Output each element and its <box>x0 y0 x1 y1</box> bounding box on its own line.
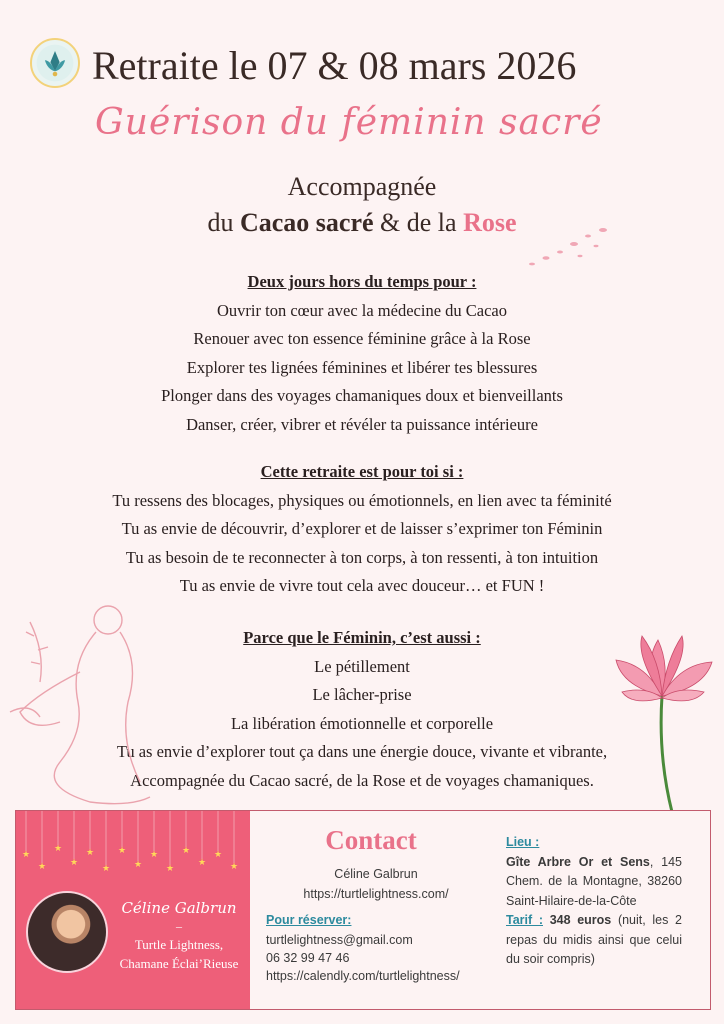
section-heading: Parce que le Féminin, c’est aussi : <box>243 628 481 647</box>
avatar <box>26 891 108 973</box>
website-link[interactable]: https://turtlelightness.com/ <box>303 887 449 901</box>
svg-text:★: ★ <box>165 864 175 874</box>
page-title: Retraite le 07 & 08 mars 2026 <box>92 43 577 88</box>
author-panel: ★ ★ ★ ★ ★ ★ ★ ★ ★ ★ ★ ★ ★ ★ Céline Galbrun – Turtle Lightness, Chamane Éclai’Rieuse <box>16 811 250 1009</box>
accompaniment-line-1: Accompagnée <box>287 172 437 201</box>
woman-line-art <box>0 592 170 812</box>
accompaniment-line-2: du Cacao sacré & de la Rose <box>207 208 517 237</box>
section-heading: Cette retraite est pour toi si : <box>260 462 464 481</box>
contact-footer <box>15 810 711 1010</box>
list-item: Danser, créer, vibrer et révéler ta puissance intérieure <box>186 414 538 434</box>
lieu-label: Lieu : <box>506 835 540 849</box>
lotus-flower <box>612 626 716 816</box>
list-item: Ouvrir ton cœur avec la médecine du Cacao <box>217 300 507 320</box>
subtitle: Guérison du féminin sacré <box>95 102 603 143</box>
location-block <box>506 833 682 970</box>
svg-text:★: ★ <box>133 860 143 870</box>
reserve-label: Pour réserver: <box>266 913 352 927</box>
phone-number[interactable]: 06 32 99 47 46 <box>266 951 350 965</box>
svg-text:★: ★ <box>149 850 159 860</box>
rose-highlight: Rose <box>463 208 517 237</box>
section-heading: Deux jours hors du temps pour : <box>247 272 477 291</box>
calendly-link[interactable]: https://calendly.com/turtlelightness/ <box>266 969 460 983</box>
brand-name: Turtle Lightness, Chamane Éclai’Rieuse <box>119 937 239 971</box>
tarif-note: (nuit, les 2 repas du midis ainsi que celui du soir compris) <box>506 913 683 966</box>
section-purpose <box>0 268 724 439</box>
svg-text:★: ★ <box>213 850 223 860</box>
list-item: Le pétillement <box>314 656 410 676</box>
list-item: Tu as envie de découvrir, d’explorer et de laisser s’exprimer ton Féminin <box>121 519 603 538</box>
svg-text:★: ★ <box>197 858 207 868</box>
list-item: Le lâcher-prise <box>312 685 412 704</box>
cacao-highlight: Cacao sacré <box>239 208 374 237</box>
svg-text:★: ★ <box>117 846 127 856</box>
lieu-name: Gîte Arbre Or et Sens <box>506 854 650 869</box>
svg-text:★: ★ <box>37 862 47 872</box>
list-item: Accompagnée du Cacao sacré, de la Rose et de voyages chamaniques. <box>130 770 594 790</box>
list-item: Tu ressens des blocages, physiques ou émotionnels, en lien avec ta féminité <box>112 490 612 510</box>
list-item: Renouer avec ton essence féminine grâce à la Rose <box>193 329 531 348</box>
rose-petals <box>508 222 618 272</box>
list-item: Explorer tes lignées féminines et libérer tes blessures <box>186 357 538 377</box>
tarif-label: Tarif : <box>506 913 543 927</box>
email-link[interactable]: turtlelightness@gmail.com <box>266 933 413 947</box>
star-garland <box>16 811 250 881</box>
tarif-price: 348 euros <box>549 913 612 927</box>
svg-text:★: ★ <box>69 858 79 868</box>
svg-text:★: ★ <box>101 864 111 874</box>
contact-name: Céline Galbrun <box>334 867 418 881</box>
contact-title: Contact <box>325 825 417 855</box>
svg-text:★: ★ <box>21 850 31 860</box>
lieu-address: , 145 Chem. de la Montagne, 38260 Saint-Hilaire-de-la-Côte <box>506 854 682 908</box>
lotus-logo-icon <box>30 38 80 88</box>
svg-text:★: ★ <box>53 844 63 854</box>
list-item: Tu as envie de vivre tout cela avec douceur… et FUN ! <box>179 576 545 595</box>
section-for-you <box>0 458 724 601</box>
list-item: Plonger dans des voyages chamaniques doux et bienveillants <box>161 386 563 405</box>
svg-text:★: ★ <box>181 846 191 856</box>
svg-text:★: ★ <box>229 862 239 872</box>
list-item: Tu as envie d’explorer tout ça dans une énergie douce, vivante et vibrante, <box>116 742 608 761</box>
list-item: La libération émotionnelle et corporelle <box>230 713 494 733</box>
svg-text:★: ★ <box>85 848 95 858</box>
signature: Céline Galbrun <box>121 899 237 917</box>
list-item: Tu as besoin de te reconnecter à ton corps, à ton ressenti, à ton intuition <box>125 547 599 567</box>
